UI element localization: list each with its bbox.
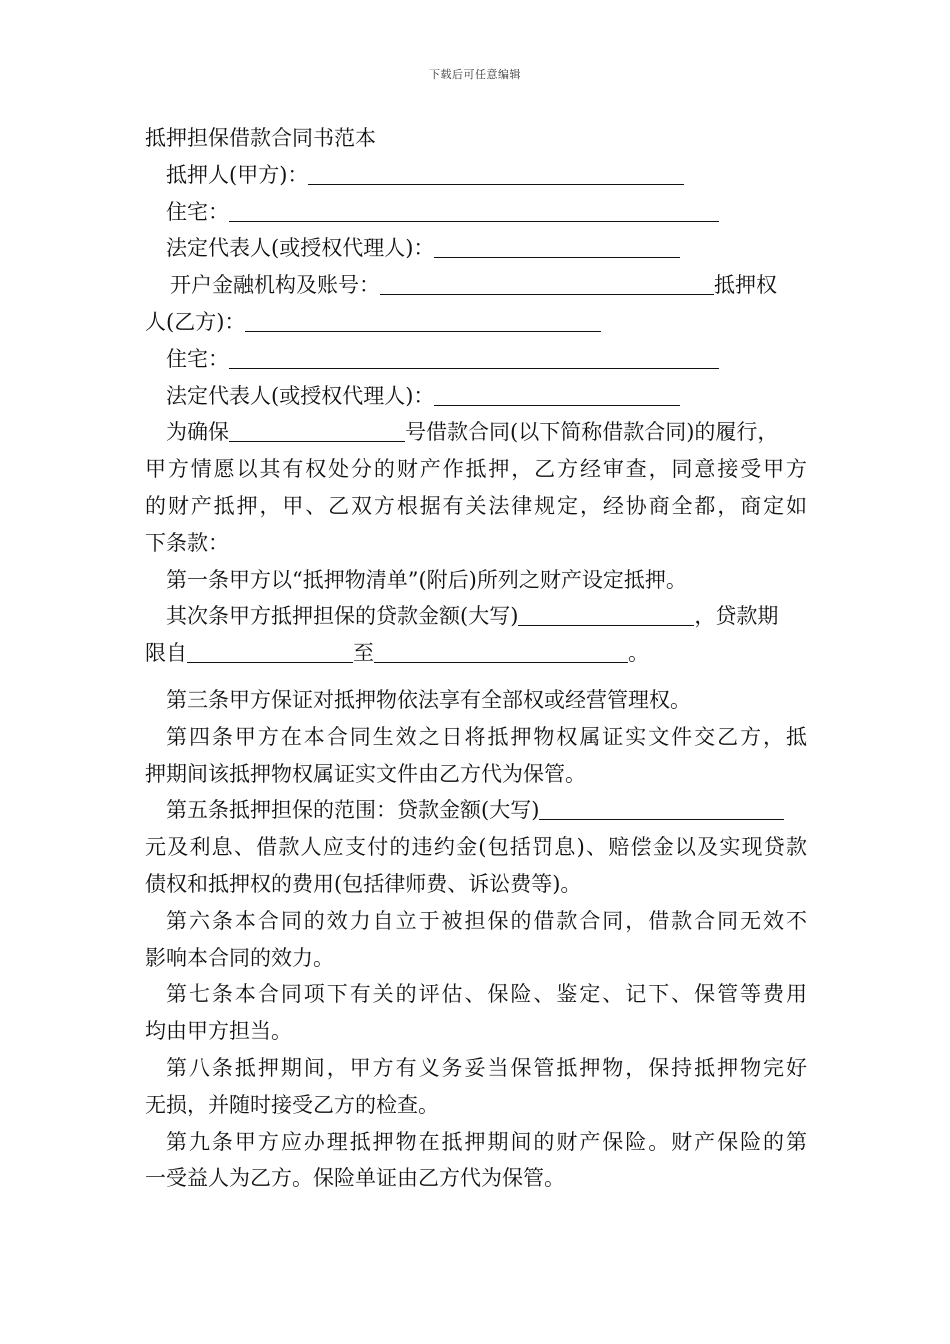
loan-start-blank [187, 641, 353, 663]
mortgagor-line [145, 157, 807, 194]
article-4-line-1: 第四条甲方在本合同生效之日将抵押物权属证实文件交乙方，抵 [166, 724, 807, 749]
residence-line [145, 194, 807, 231]
article-5-line-2: 元及利息、借款人应支付的违约金(包括罚息)、赔偿金以及实现贷款 [145, 835, 807, 860]
document-body [145, 120, 807, 1197]
loan-amount-blank [518, 604, 694, 626]
article-5-line-3: 债权和抵押权的费用(包括律师费、诉讼费等)。 [145, 871, 582, 896]
preamble-line-1 [145, 414, 807, 451]
bank-account-line [145, 267, 807, 304]
article-5-part1: 第五条抵押担保的范围：贷款金额(大写) [166, 798, 540, 823]
mortgagee-label: 人(乙方)： [145, 309, 246, 334]
mortgagor-blank [308, 163, 684, 185]
residence-label: 住宅： [166, 199, 229, 224]
mortgagee-blank [245, 310, 601, 332]
legal-rep-blank-2 [434, 384, 680, 406]
preamble-line-4: 下条款： [145, 530, 229, 555]
bank-account-label: 开户金融机构及账号： [170, 273, 380, 298]
preamble-line-3: 的财产抵押，甲、乙双方根据有关法律规定，经协商全都，商定如 [145, 493, 807, 518]
preamble-part1: 为确保 [166, 420, 229, 445]
bank-account-blank [380, 273, 714, 295]
residence-blank-2 [229, 347, 719, 369]
mortgagor-label: 抵押人(甲方)： [166, 162, 309, 187]
mortgagee-label-part1: 抵押权 [714, 273, 777, 298]
header-note: 下载后可任意编辑 [429, 68, 521, 81]
article-7-line-2: 均由甲方担当。 [145, 1019, 292, 1044]
article-2-part5: 。 [628, 641, 649, 666]
legal-rep-line [145, 230, 807, 267]
mortgagee-line [145, 304, 807, 341]
preamble-line-2: 甲方情愿以其有权处分的财产作抵押，乙方经审查，同意接受甲方 [145, 457, 807, 482]
article-6-line-1: 第六条本合同的效力自立于被担保的借款合同，借款合同无效不 [166, 908, 807, 933]
article-8-line-1: 第八条抵押期间，甲方有义务妥当保管抵押物，保持抵押物完好 [166, 1055, 807, 1080]
article-2-line-1 [145, 598, 807, 635]
legal-rep-label: 法定代表人(或授权代理人)： [166, 236, 435, 261]
article-5-line-1 [145, 792, 807, 829]
article-8-line-2: 无损，并随时接受乙方的检查。 [145, 1092, 439, 1117]
preamble-part2: 号借款合同(以下简称借款合同)的履行， [405, 420, 779, 445]
article-2-part2: ，贷款期 [694, 604, 779, 629]
article-7-line-1: 第七条本合同项下有关的评估、保险、鉴定、记下、保管等费用 [166, 982, 807, 1007]
article-1: 第一条甲方以“抵押物清单”(附后)所列之财产设定抵押。 [166, 567, 687, 592]
article-2-part3: 限自 [145, 641, 187, 666]
article-3: 第三条甲方保证对抵押物依法享有全部权或经营管理权。 [166, 687, 691, 712]
article-2-line-2 [145, 635, 807, 672]
document-title: 抵押担保借款合同书范本 [145, 126, 376, 150]
contract-number-blank [229, 420, 405, 442]
legal-rep-blank [434, 236, 680, 258]
article-6-line-2: 影响本合同的效力。 [145, 945, 334, 970]
article-9-line-2: 一受益人为乙方。保险单证由乙方代为保管。 [145, 1166, 565, 1191]
article-2-part4: 至 [353, 641, 374, 666]
residence-blank [229, 200, 719, 222]
loan-end-blank [374, 641, 628, 663]
legal-rep-line-2 [145, 378, 807, 415]
article-4-line-2: 押期间该抵押物权属证实文件由乙方代为保管。 [145, 761, 586, 786]
residence-label-2: 住宅： [166, 346, 229, 371]
article-9-line-1: 第九条甲方应办理抵押物在抵押期间的财产保险。财产保险的第 [166, 1129, 807, 1154]
residence-line-2 [145, 341, 807, 378]
article-2-part1: 其次条甲方抵押担保的贷款金额(大写) [166, 604, 519, 629]
guarantee-amount-blank [539, 798, 784, 820]
legal-rep-label-2: 法定代表人(或授权代理人)： [166, 383, 435, 408]
